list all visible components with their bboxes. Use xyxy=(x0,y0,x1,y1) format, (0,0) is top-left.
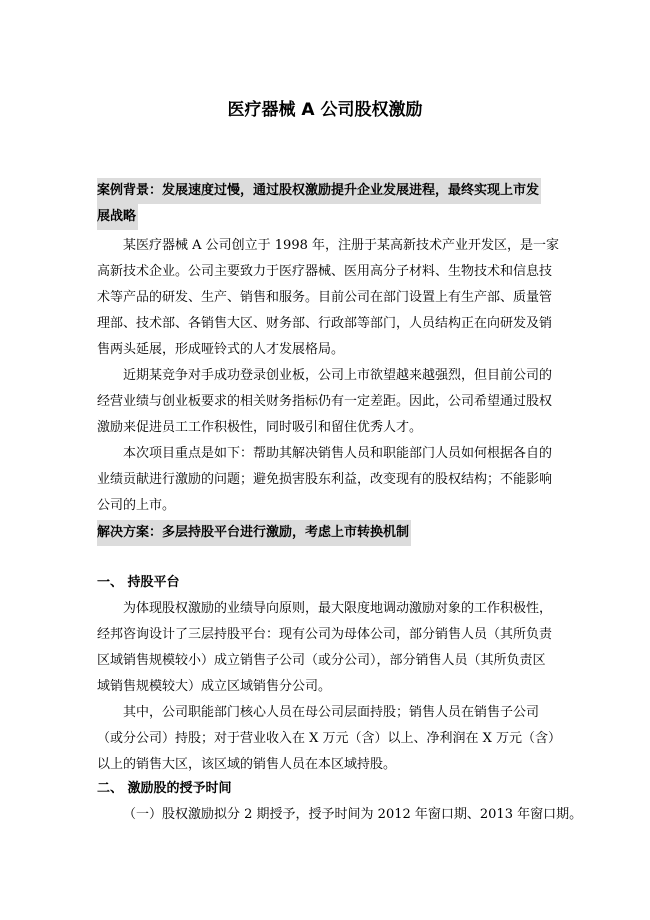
paragraph-line: 术等产品的研发、生产、销售和服务。目前公司在部门设置上有生产部、质量管 xyxy=(97,290,553,305)
paragraph-line: 区域销售规模较小）成立销售子公司（或分公司），部分销售人员（其所负责区 xyxy=(97,653,546,668)
paragraph-line: 近期某竞争对手成功登录创业板，公司上市欲望越来越强烈，但目前公司的 xyxy=(123,368,553,383)
paragraph-line: 本次项目重点是如下：帮助其解决销售人员和职能部门人员如何根据各自的 xyxy=(123,446,553,461)
paragraph-line: 公司的上市。 xyxy=(97,498,176,513)
paragraph-line: 域销售规模较大）成立区域销售分公司。 xyxy=(97,679,332,694)
solution-heading xyxy=(97,520,550,546)
paragraph-line: 业绩贡献进行激励的问题；避免损害股东利益，改变现有的股权结构；不能影响 xyxy=(97,472,553,487)
paragraph-line: 售两头延展，形成哑铃式的人才发展格局。 xyxy=(97,342,345,357)
paragraph-line: 其中，公司职能部门核心人员在母公司层面持股；销售人员在销售子公司 xyxy=(123,705,540,720)
paragraph-line: （或分公司）持股；对于营业收入在 X 万元（含）以上、净利润在 X 万元（含） xyxy=(97,731,562,746)
section-heading: 二、 激励股的授予时间 xyxy=(97,781,232,796)
solution-heading-text: 解决方案：多层持股平台进行激励，考虑上市转换机制 xyxy=(97,520,411,546)
paragraph-line: 高新技术企业。公司主要致力于医疗器械、医用高分子材料、生物技术和信息技 xyxy=(97,264,553,279)
paragraph-line: 经邦咨询设计了三层持股平台：现有公司为母体公司，部分销售人员（其所负责 xyxy=(97,627,553,642)
background-heading-line1 xyxy=(97,178,550,204)
paragraph-line: 经营业绩与创业板要求的相关财务指标仍有一定差距。因此，公司希望通过股权 xyxy=(97,394,553,409)
section-heading: 一、 持股平台 xyxy=(97,575,180,590)
background-heading-text: 案例背景：发展速度过慢，通过股权激励提升企业发展进程，最终实现上市发 xyxy=(97,178,541,204)
paragraph-line: 理部、技术部、各销售大区、财务部、行政部等部门，人员结构正在向研发及销 xyxy=(97,316,553,331)
paragraph-line: 为体现股权激励的业绩导向原则，最大限度地调动激励对象的工作积极性， xyxy=(123,601,553,616)
background-heading-text: 展战略 xyxy=(97,204,138,230)
paragraph-line: 某医疗器械 A 公司创立于 1998 年，注册于某高新技术产业开发区，是一家 xyxy=(123,238,560,253)
background-heading-line2 xyxy=(97,204,550,230)
document-title: 医疗器械 A 公司股权激励 xyxy=(227,100,423,120)
paragraph-line: 以上的销售大区，该区域的销售人员在本区域持股。 xyxy=(97,757,397,772)
paragraph-line: （一）股权激励拟分 2 期授予，授予时间为 2012 年窗口期、2013 年窗口期。 xyxy=(123,807,583,822)
paragraph-line: 激励来促进员工工作积极性，同时吸引和留住优秀人才。 xyxy=(97,420,423,435)
